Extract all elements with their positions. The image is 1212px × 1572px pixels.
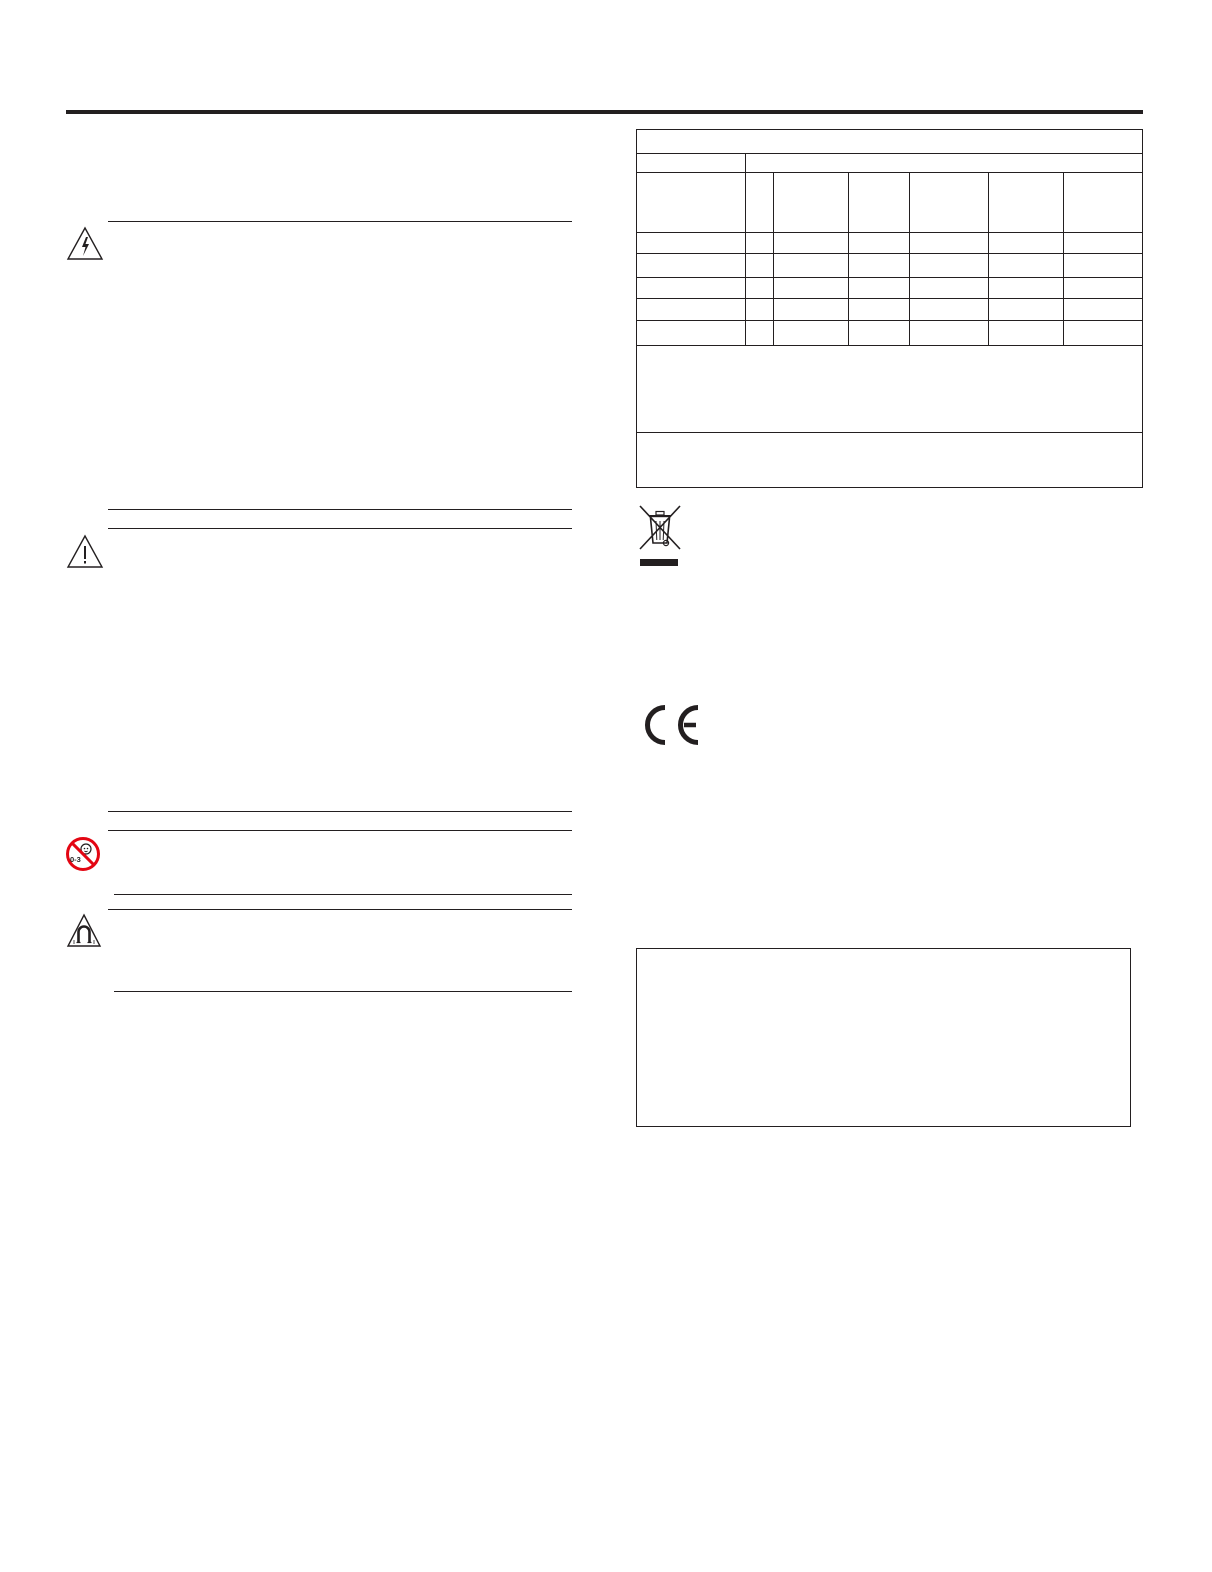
section-divider — [108, 221, 572, 222]
magnet-warning-icon — [66, 913, 102, 954]
section-divider — [108, 528, 572, 529]
general-caution-icon — [66, 534, 104, 574]
table-cell — [746, 278, 774, 299]
table-subheader-row — [637, 173, 1143, 233]
table-row — [637, 299, 1143, 321]
table-cell — [637, 254, 746, 278]
info-box — [636, 948, 1131, 1127]
table-cell — [746, 173, 774, 233]
section-divider — [108, 909, 572, 910]
table-cell — [849, 278, 910, 299]
table-row — [637, 278, 1143, 299]
table-cell — [849, 233, 910, 254]
table-cell — [774, 299, 849, 321]
table-cell — [1064, 233, 1143, 254]
table-cell — [637, 321, 746, 346]
table-cell — [746, 321, 774, 346]
table-note-box — [636, 346, 1143, 433]
table-cell — [746, 233, 774, 254]
table-cell — [774, 321, 849, 346]
table-header-part-cell — [637, 154, 746, 173]
section-divider — [108, 811, 572, 812]
not-for-children-0-3-icon — [65, 836, 101, 877]
table-cell — [910, 173, 989, 233]
table-cell — [849, 173, 910, 233]
table-cell — [637, 233, 746, 254]
table-row — [637, 321, 1143, 346]
table-cell — [989, 173, 1064, 233]
table-cell — [1064, 173, 1143, 233]
table-cell — [774, 173, 849, 233]
table-cell — [989, 254, 1064, 278]
table-cell — [910, 299, 989, 321]
section-divider — [114, 894, 572, 895]
table-cell — [989, 299, 1064, 321]
table-cell — [774, 254, 849, 278]
table-cell — [637, 173, 746, 233]
table-cell — [849, 321, 910, 346]
table-header-substance-cell — [746, 154, 1143, 173]
table-title-row — [637, 130, 1143, 154]
table-row — [637, 254, 1143, 278]
table-cell — [989, 233, 1064, 254]
table-header-row — [637, 154, 1143, 173]
weee-crossed-bin-icon — [637, 503, 683, 574]
table-cell — [989, 321, 1064, 346]
hazard-substance-table — [636, 129, 1143, 346]
table-cell — [1064, 278, 1143, 299]
table-cell — [637, 278, 746, 299]
section-divider — [108, 509, 572, 510]
electric-shock-warning-icon — [66, 226, 104, 266]
table-cell — [774, 278, 849, 299]
section-divider — [108, 830, 572, 831]
table-cell — [910, 254, 989, 278]
header-rule — [66, 110, 1143, 114]
table-cell — [910, 321, 989, 346]
table-cell — [849, 254, 910, 278]
table-cell — [1064, 299, 1143, 321]
section-divider — [114, 991, 572, 992]
table-cell — [1064, 321, 1143, 346]
svg-text:0-3: 0-3 — [70, 855, 81, 864]
ce-mark-icon — [638, 703, 702, 752]
table-cell — [746, 299, 774, 321]
table-cell — [774, 233, 849, 254]
table-title-cell — [637, 130, 1143, 154]
table-note-box — [636, 432, 1143, 488]
table-cell — [910, 278, 989, 299]
table-cell — [849, 299, 910, 321]
table-cell — [746, 254, 774, 278]
table-cell — [989, 278, 1064, 299]
table-row — [637, 233, 1143, 254]
table-cell — [1064, 254, 1143, 278]
table-cell — [637, 299, 746, 321]
table-cell — [910, 233, 989, 254]
